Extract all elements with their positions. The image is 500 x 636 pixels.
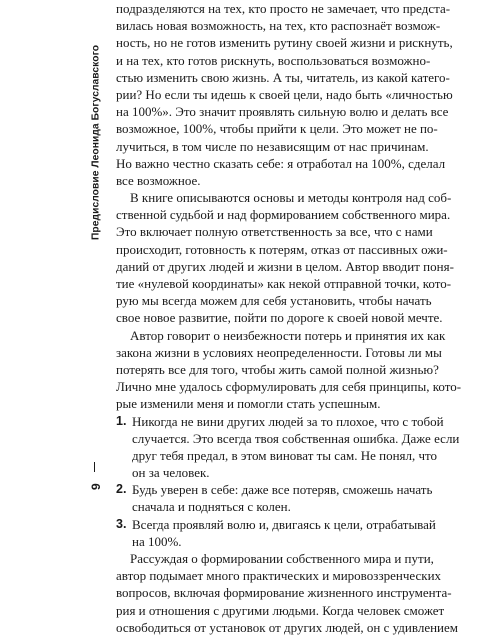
text-line: автор подымает много практических и мировоззренческих [116,568,442,584]
list-item [116,516,436,550]
text-line: Лично мне удалось сформулировать для себя принципы, кото- [116,379,462,395]
text-line: потерять все для того, чтобы жить самой полной жизнью? [116,361,439,377]
list-number: 1. [116,413,127,428]
text-line: Но важно честно сказать себе: я отработал на 100%, сделал [116,155,446,171]
body-text [116,0,462,636]
principles-list [116,413,460,551]
text-line: Всегда проявляй волю и, двигаясь к цели, отрабатывай [132,516,436,532]
paragraph-3 [116,327,462,413]
text-line: он за человек. [132,465,210,481]
list-number: 2. [116,482,127,497]
text-line: свое новое развитие, пойти по дороге к своей новой мечте. [116,310,443,326]
text-line: происходит, готовность к потерям, отказ от пассивных ожи- [116,241,448,257]
running-head: Предисловие Леонида Богуславского [90,44,102,240]
text-line: вилась новая возможность, на тех, кто распознаёт возмож- [116,18,441,34]
text-line: рии? Но если ты идешь к своей цели, надо быть «личностью [116,86,453,102]
running-head-rail [85,0,107,500]
text-line: Никогда не вини других людей за то плохое, что с тобой [132,413,444,429]
text-line: случается. Это всегда твоя собственная ошибка. Даже если [132,430,460,446]
text-line: освободиться от установок от других людей, он с удивлением [116,619,459,635]
text-line: стью изменить свою жизнь. А ты, читатель, из какой катего- [116,69,450,85]
text-line: закона жизни в условиях неопределенности. Готовы ли мы [116,344,442,360]
text-line: на 100%. [132,533,182,549]
text-line: ственной судьбой и над формированием собственного мира. [116,207,451,223]
text-line: подразделяются на тех, кто просто не замечает, что предста- [116,1,451,16]
paragraph-1 [116,0,453,189]
list-item [116,413,460,482]
text-line: друг тебя предал, в этом виноват ты сам. Не понял, что [132,447,438,463]
text-line: Автор говорит о неизбежности потерь и принятия их как [130,327,446,343]
text-line: Рассуждая о формировании собственного мира и пути, [130,551,434,566]
list-item [116,481,433,515]
text-line: рую мы всегда можем для себя установить, чтобы начать [116,293,432,309]
list-number: 3. [116,516,127,531]
paragraph-4 [116,550,459,636]
text-line: Будь уверен в себе: даже все потеряв, сможешь начать [132,482,433,498]
text-line: рия и отношения с другими людьми. Когда человек сможет [116,602,445,618]
text-line: возможное, 100%, чтобы прийти к цели. Это может не по- [116,121,438,137]
text-line: на 100%». Это значит проявлять сильную волю и делать все [116,104,449,120]
text-line: вопросов, включая формирование жизненного инструмента- [116,585,452,601]
text-line: ность, но не готов изменить рутину своей жизни и рискнуть, [116,35,453,51]
text-line: даний от других людей и жизни в целом. Автор вводит поня- [116,258,454,274]
text-line: лучиться, в том числе по независящим от нас причинам. [116,138,429,154]
text-line: В книге описываются основы и методы контроля над соб- [130,190,452,206]
page-number-rule [94,462,95,472]
text-line: тие «нулевой координаты» как некой отправной точки, кото- [116,276,452,291]
text-line: сначала и подняться с колен. [132,499,291,515]
text-line: рые изменили меня и помогли стать успешным. [116,396,381,412]
text-line: и на тех, кто готов рискнуть, воспользоваться возможно- [116,52,431,68]
page-number: 9 [89,483,103,491]
text-line: все возможное. [116,172,201,188]
text-line: Это включает полную ответственность за все, что с нами [116,224,433,240]
paragraph-2 [116,189,454,327]
